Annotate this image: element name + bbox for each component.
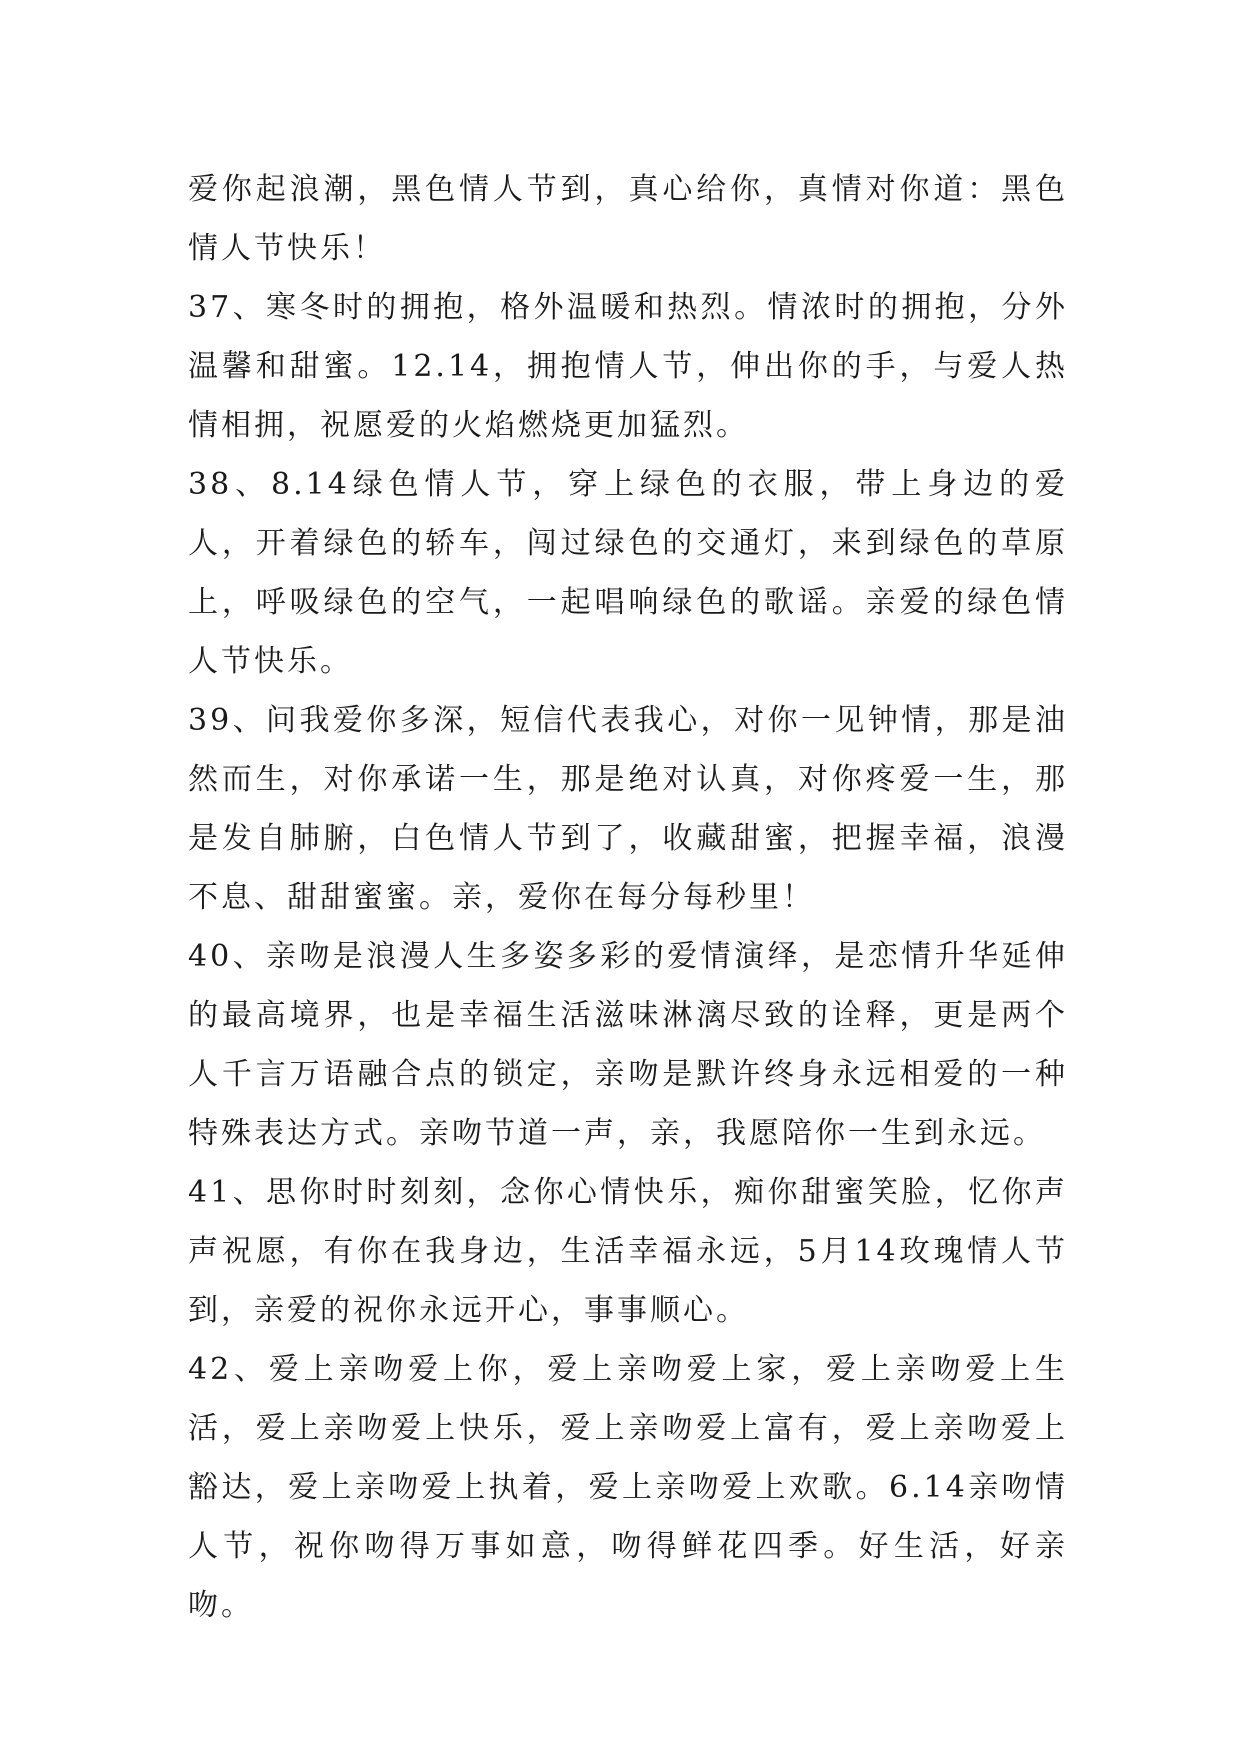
paragraph-continuation: 爱你起浪潮，黑色情人节到，真心给你，真情对你道：黑色情人节快乐！ — [188, 172, 1068, 266]
paragraph-37: 37、寒冬时的拥抱，格外温暖和热烈。情浓时的拥抱，分外温馨和甜蜜。12.14，拥抱情人节，伸出你的手，与爱人热情相拥，祝愿爱的火焰燃烧更加猛烈。 — [188, 290, 1068, 443]
paragraph-40: 40、亲吻是浪漫人生多姿多彩的爱情演绎，是恋情升华延伸的最高境界，也是幸福生活滋味淋漓尽致的诠释，更是两个人千言万语融合点的锁定，亲吻是默许终身永远相爱的一种特殊表达方式。亲吻节道一声，亲，我愿陪你一生到永远。 — [188, 939, 1068, 1151]
document-body — [188, 160, 1068, 1635]
paragraph-38: 38、8.14绿色情人节，穿上绿色的衣服，带上身边的爱人，开着绿色的轿车，闯过绿色的交通灯，来到绿色的草原上，呼吸绿色的空气，一起唱响绿色的歌谣。亲爱的绿色情人节快乐。 — [188, 467, 1068, 679]
paragraph-41: 41、思你时时刻刻，念你心情快乐，痴你甜蜜笑脸，忆你声声祝愿，有你在我身边，生活幸福永远，5月14玫瑰情人节到，亲爱的祝你永远开心，事事顺心。 — [188, 1175, 1068, 1328]
paragraph-39: 39、问我爱你多深，短信代表我心，对你一见钟情，那是油然而生，对你承诺一生，那是绝对认真，对你疼爱一生，那是发自肺腑，白色情人节到了，收藏甜蜜，把握幸福，浪漫不息、甜甜蜜蜜。亲，爱你在每分每秒里！ — [188, 703, 1068, 915]
paragraph-42: 42、爱上亲吻爱上你，爱上亲吻爱上家，爱上亲吻爱上生活，爱上亲吻爱上快乐，爱上亲吻爱上富有，爱上亲吻爱上豁达，爱上亲吻爱上执着，爱上亲吻爱上欢歌。6.14亲吻情人节，祝你吻得万事如意，吻得鲜花四季。好生活，好亲吻。 — [188, 1352, 1068, 1623]
